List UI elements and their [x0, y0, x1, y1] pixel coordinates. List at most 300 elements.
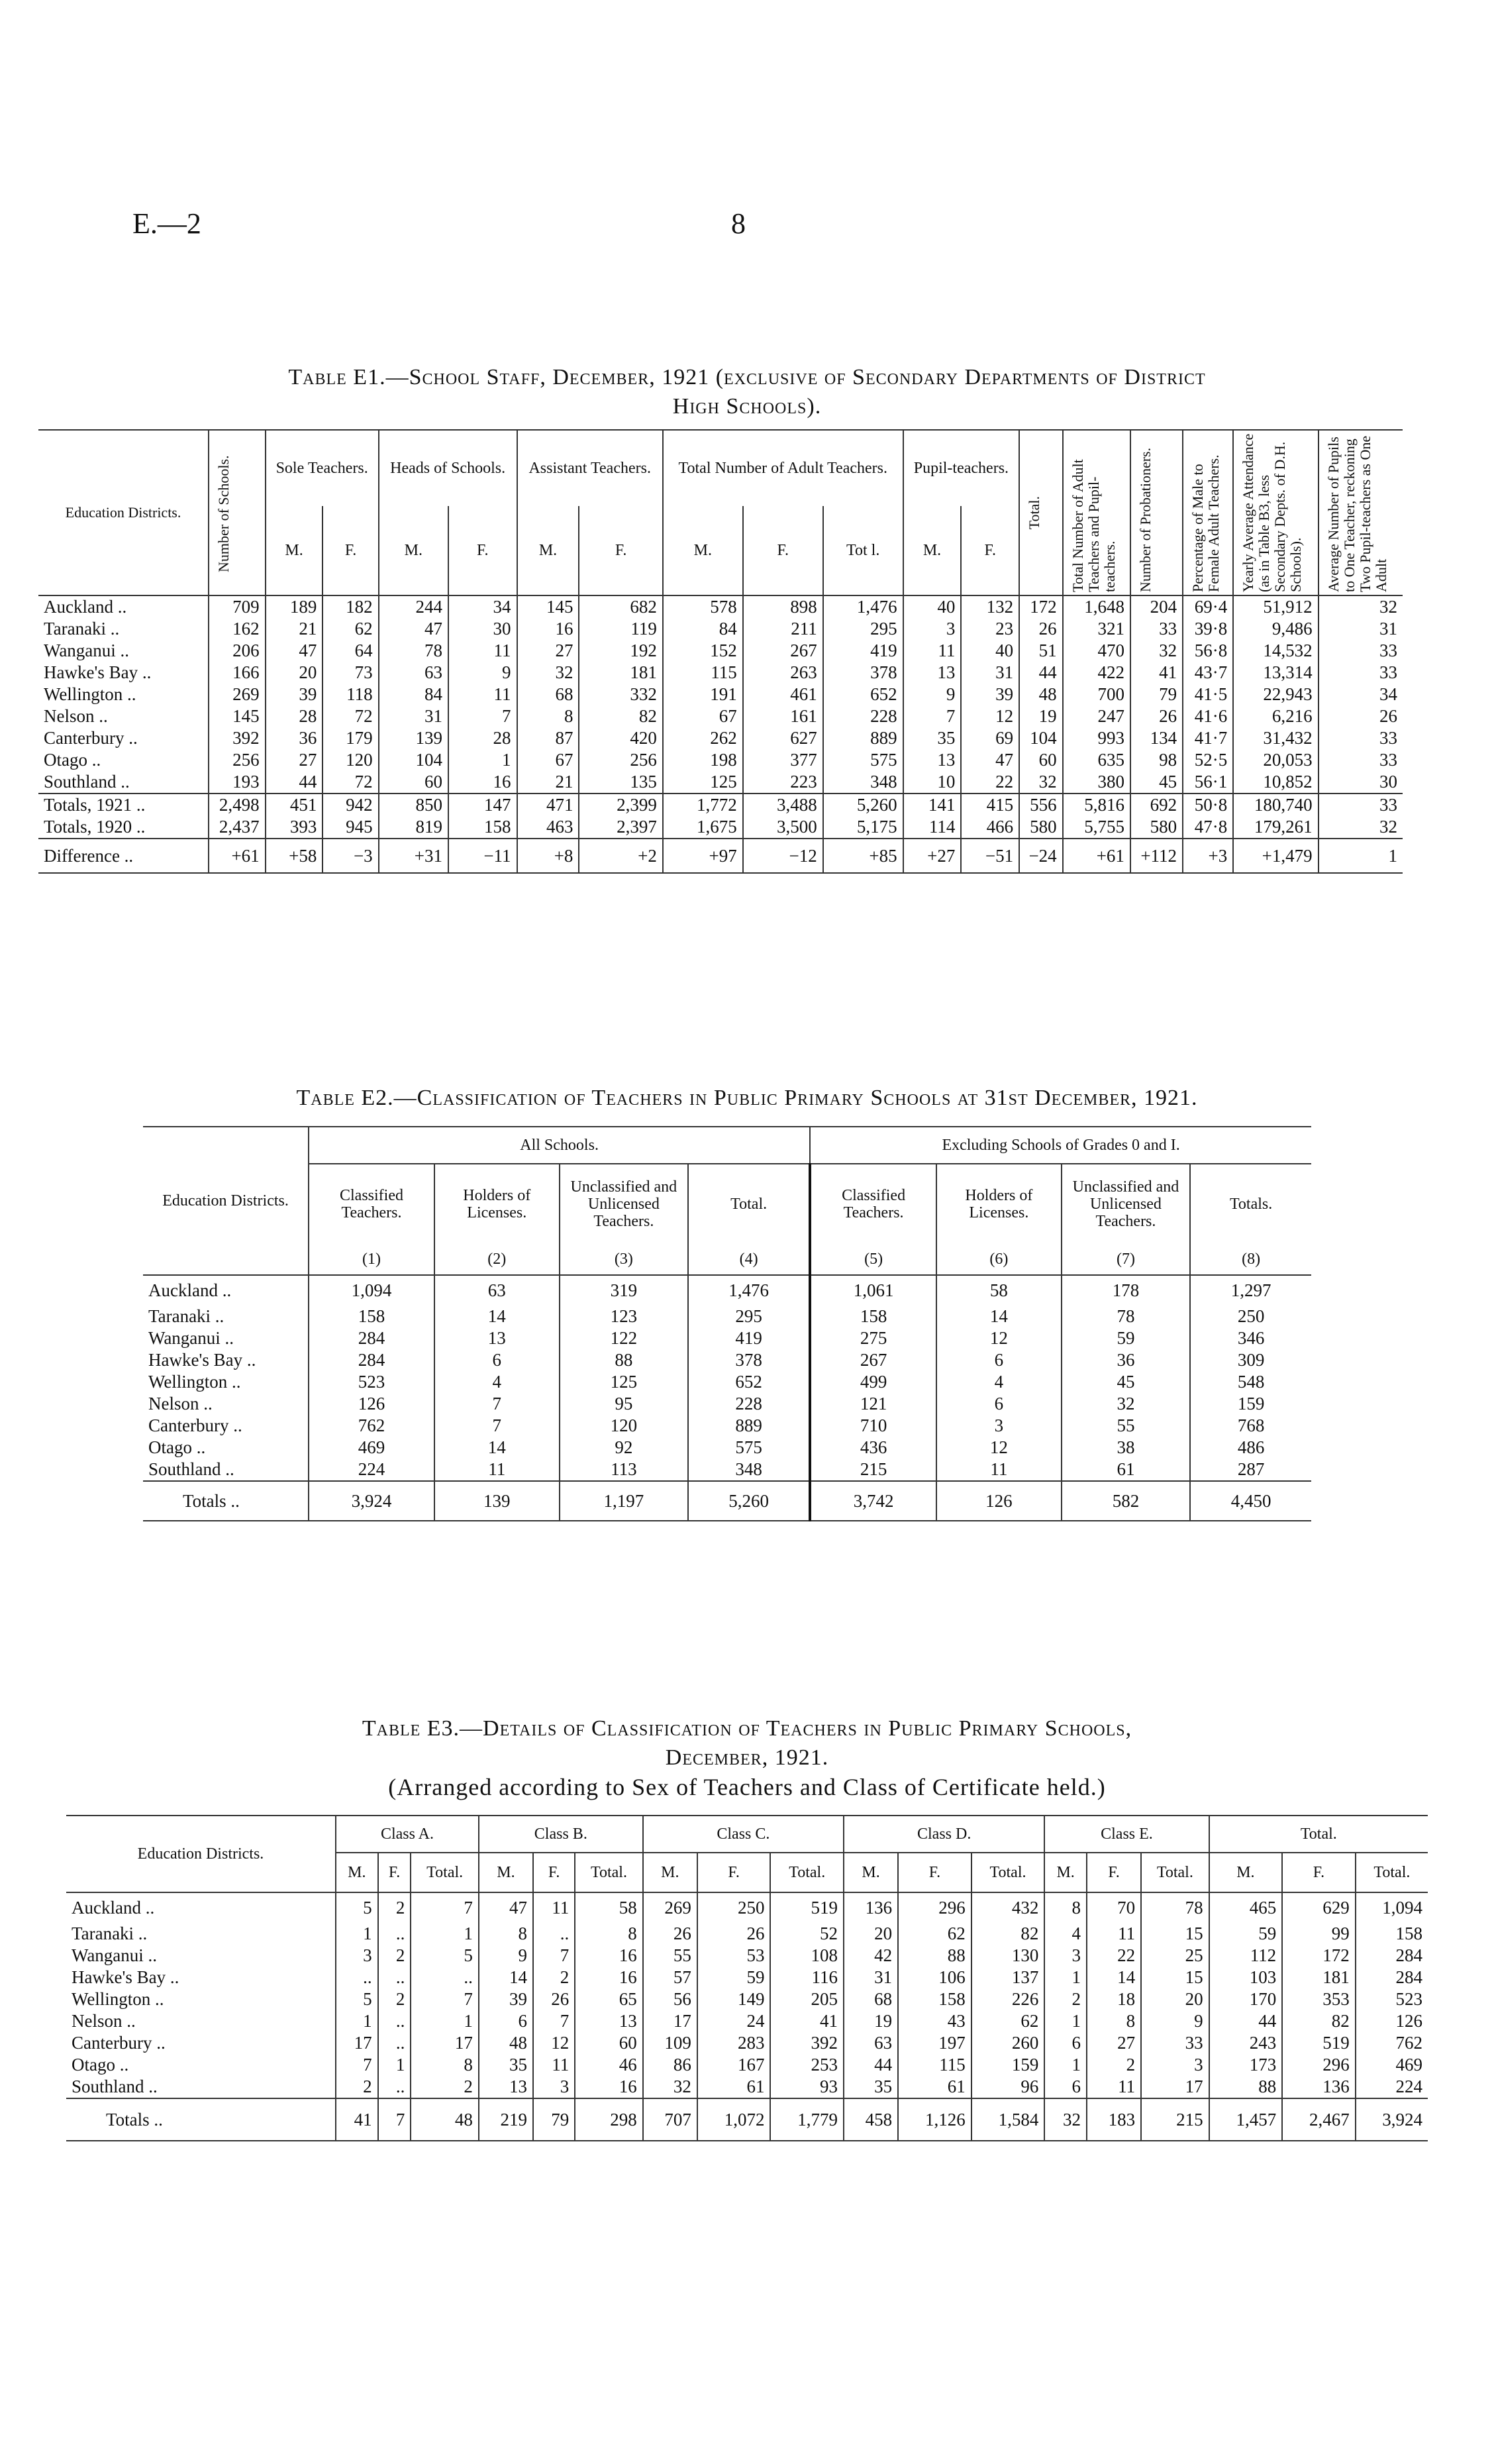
table-row: [66, 1923, 1428, 1945]
table-row: [66, 2098, 1428, 2141]
table-cell: 43·7: [1183, 662, 1233, 684]
table-cell: 21: [517, 771, 579, 794]
table-cell: 78: [379, 640, 448, 662]
table-cell: 52: [770, 1923, 844, 1945]
table-cell: 33: [1141, 2032, 1209, 2054]
group-total-: Total.: [1209, 1816, 1428, 1853]
table-cell: 283: [697, 2032, 771, 2054]
table-cell: 17: [1141, 2076, 1209, 2098]
table-cell: 8: [411, 2054, 478, 2076]
sub-total: Total.: [770, 1853, 844, 1892]
table-cell: 378: [823, 662, 903, 684]
table-cell: 14: [936, 1306, 1062, 1327]
table-cell: 126: [309, 1393, 434, 1415]
table-cell: 43: [898, 2010, 971, 2032]
table-cell: 179,261: [1233, 816, 1318, 839]
col-heads: Heads of Schools.: [379, 430, 517, 506]
table-cell: 35: [903, 727, 962, 749]
table-cell: 11: [1087, 1923, 1141, 1945]
table-cell: +3: [1183, 839, 1233, 873]
table-cell: 79: [533, 2098, 575, 2141]
table-cell: 106: [898, 1967, 971, 1988]
table-cell: 1,584: [971, 2098, 1045, 2141]
table-cell: 136: [844, 1892, 898, 1923]
table-cell: 59: [1062, 1327, 1190, 1349]
table-row: [38, 640, 1403, 662]
col-number: (1): [309, 1243, 434, 1275]
table-cell: 548: [1190, 1371, 1311, 1393]
table-cell: 63: [379, 662, 448, 684]
table-row: [66, 2032, 1428, 2054]
district-name: Wanganui ..: [148, 1328, 234, 1348]
table-cell: 69: [961, 727, 1019, 749]
sub-total: Total.: [1356, 1853, 1428, 1892]
table-cell: 2: [411, 2076, 478, 2098]
table-cell: 3: [1044, 1945, 1087, 1967]
table-cell: 25: [1141, 1945, 1209, 1967]
table-cell: 189: [266, 595, 323, 618]
col-total-adult: Total Number of Adult Teachers.: [663, 430, 903, 506]
table-cell: 198: [663, 749, 743, 771]
table-cell: 7: [411, 1892, 478, 1923]
table-cell: 1,061: [810, 1275, 936, 1306]
table-cell: 170: [1209, 1988, 1283, 2010]
table-cell: 575: [823, 749, 903, 771]
table-cell: 898: [743, 595, 823, 618]
sub-f: F.: [697, 1853, 771, 1892]
table-cell: 62: [971, 2010, 1045, 2032]
table-e3-subtitle: (Arranged according to Sex of Teachers and Class of Certificate held.): [388, 1774, 1106, 1800]
table-cell: 3,500: [743, 816, 823, 839]
table-cell: 167: [697, 2054, 771, 2076]
table-cell: −24: [1019, 839, 1063, 873]
col-2: Holders of Licenses.: [434, 1164, 560, 1243]
col-sole: Sole Teachers.: [266, 430, 379, 506]
table-cell: 1,297: [1190, 1275, 1311, 1306]
sub-m: M.: [643, 1853, 697, 1892]
table-cell: 44: [1019, 662, 1063, 684]
table-cell: 26: [697, 1923, 771, 1945]
table-cell: 499: [810, 1371, 936, 1393]
table-cell: 19: [1019, 705, 1063, 727]
table-cell: 22,943: [1233, 684, 1318, 705]
district-name: Otago ..: [44, 750, 101, 770]
table-cell: 36: [266, 727, 323, 749]
sub-m: M.: [266, 506, 323, 595]
table-cell: 1,072: [697, 2098, 771, 2141]
col-number: (4): [688, 1243, 810, 1275]
table-cell: 63: [844, 2032, 898, 2054]
table-cell: 72: [323, 705, 378, 727]
table-cell: 1: [336, 2010, 378, 2032]
table-cell: 41: [1130, 662, 1183, 684]
table-cell: 3: [1141, 2054, 1209, 2076]
district-name: Taranaki ..: [148, 1306, 224, 1326]
table-cell: 135: [579, 771, 662, 794]
table-cell: 223: [743, 771, 823, 794]
table-cell: 113: [560, 1459, 688, 1481]
district-name: Wellington ..: [44, 684, 136, 704]
table-cell: 284: [1356, 1967, 1428, 1988]
table-cell: 244: [379, 595, 448, 618]
table-cell: 123: [560, 1306, 688, 1327]
table-cell: 149: [697, 1988, 771, 2010]
table-cell: 250: [1190, 1306, 1311, 1327]
table-cell: 82: [971, 1923, 1045, 1945]
table-cell: +85: [823, 839, 903, 873]
table-cell: 260: [971, 2032, 1045, 2054]
table-cell: 4: [434, 1371, 560, 1393]
table-cell: 432: [971, 1892, 1045, 1923]
table-cell: 16: [517, 618, 579, 640]
table-cell: 284: [309, 1349, 434, 1371]
col-num-schools: Number of Schools.: [209, 430, 266, 595]
table-cell: ..: [378, 1923, 411, 1945]
table-cell: +58: [266, 839, 323, 873]
group-class-b-: Class B.: [479, 1816, 643, 1853]
table-cell: 31,432: [1233, 727, 1318, 749]
table-cell: 889: [688, 1415, 810, 1437]
table-cell: 181: [579, 662, 662, 684]
table-cell: 108: [770, 1945, 844, 1967]
table-cell: 11: [936, 1459, 1062, 1481]
table-row: [38, 727, 1403, 749]
table-cell: 82: [579, 705, 662, 727]
table-cell: 16: [575, 1967, 642, 1988]
sub-m: M.: [1044, 1853, 1087, 1892]
table-cell: 275: [810, 1327, 936, 1349]
table-cell: 3,924: [309, 1481, 434, 1521]
table-cell: 88: [1209, 2076, 1283, 2098]
col-number: (5): [810, 1243, 936, 1275]
table-cell: 256: [209, 749, 266, 771]
table-cell: 1,457: [1209, 2098, 1283, 2141]
table-cell: 21: [266, 618, 323, 640]
table-cell: 10,852: [1233, 771, 1318, 794]
table-cell: 269: [643, 1892, 697, 1923]
table-cell: 3: [903, 618, 962, 640]
table-cell: 39: [479, 1988, 533, 2010]
table-cell: 224: [309, 1459, 434, 1481]
table-cell: 1,772: [663, 794, 743, 816]
table-cell: 6: [936, 1393, 1062, 1415]
table-cell: 267: [810, 1349, 936, 1371]
table-e3: [66, 1815, 1428, 2141]
table-cell: 267: [743, 640, 823, 662]
table-cell: −11: [448, 839, 517, 873]
table-cell: 33: [1319, 662, 1403, 684]
table-row: [66, 2010, 1428, 2032]
table-cell: 1,675: [663, 816, 743, 839]
table-cell: 332: [579, 684, 662, 705]
col-district: Education Districts.: [137, 1845, 264, 1863]
table-cell: 158: [309, 1306, 434, 1327]
table-cell: 47: [479, 1892, 533, 1923]
table-cell: 114: [903, 816, 962, 839]
district-name: Hawke's Bay ..: [148, 1350, 256, 1370]
table-cell: 1,094: [1356, 1892, 1428, 1923]
sub-m: M.: [1209, 1853, 1283, 1892]
table-cell: 84: [379, 684, 448, 705]
table-row: [143, 1371, 1311, 1393]
table-cell: 1: [448, 749, 517, 771]
table-cell: 7: [533, 2010, 575, 2032]
table-cell: 627: [743, 727, 823, 749]
col-assistant: Assistant Teachers.: [517, 430, 663, 506]
table-cell: 132: [961, 595, 1019, 618]
district-name: Totals ..: [106, 2109, 163, 2130]
table-cell: 7: [411, 1988, 478, 2010]
table-cell: 287: [1190, 1459, 1311, 1481]
table-cell: 2,399: [579, 794, 662, 816]
table-cell: ..: [411, 1967, 478, 1988]
district-name: Wanganui ..: [44, 641, 130, 660]
table-cell: 377: [743, 749, 823, 771]
table-cell: 61: [898, 2076, 971, 2098]
table-cell: 993: [1063, 727, 1130, 749]
table-cell: 50·8: [1183, 794, 1233, 816]
table-cell: 7: [378, 2098, 411, 2141]
table-cell: 1,779: [770, 2098, 844, 2141]
table-cell: ..: [378, 2032, 411, 2054]
col-number: (2): [434, 1243, 560, 1275]
table-cell: 87: [517, 727, 579, 749]
district-name: Canterbury ..: [44, 728, 138, 748]
table-cell: 3,742: [810, 1481, 936, 1521]
table-cell: 31: [961, 662, 1019, 684]
table-cell: 60: [575, 2032, 642, 2054]
table-cell: 31: [1319, 618, 1403, 640]
district-name: Taranaki ..: [72, 1924, 148, 1943]
table-cell: +97: [663, 839, 743, 873]
table-cell: 60: [379, 771, 448, 794]
table-cell: 31: [379, 705, 448, 727]
table-cell: 256: [579, 749, 662, 771]
table-cell: 41·6: [1183, 705, 1233, 727]
table-cell: 57: [643, 1967, 697, 1988]
district-name: Auckland ..: [44, 597, 127, 617]
col-pupil: Pupil-teachers.: [903, 430, 1019, 506]
table-cell: 35: [844, 2076, 898, 2098]
table-cell: 14: [434, 1437, 560, 1459]
col-adult-pupil: Total Number of Adult Teachers and Pupil-teachers.: [1063, 430, 1130, 595]
table-cell: 469: [309, 1437, 434, 1459]
table-cell: 2,498: [209, 794, 266, 816]
table-cell: 67: [517, 749, 579, 771]
table-cell: 942: [323, 794, 378, 816]
table-cell: 6: [1044, 2032, 1087, 2054]
table-cell: 228: [823, 705, 903, 727]
table-e1: [38, 429, 1403, 874]
table-cell: ..: [378, 2010, 411, 2032]
table-cell: 27: [1087, 2032, 1141, 2054]
table-cell: 32: [1319, 816, 1403, 839]
table-cell: 465: [1209, 1892, 1283, 1923]
table-cell: 7: [336, 2054, 378, 2076]
table-cell: 41: [336, 2098, 378, 2141]
table-cell: 88: [560, 1349, 688, 1371]
table-cell: 346: [1190, 1327, 1311, 1349]
table-row: [38, 816, 1403, 839]
col-6: Holders of Licenses.: [936, 1164, 1062, 1243]
table-cell: 284: [1356, 1945, 1428, 1967]
table-cell: 159: [1190, 1393, 1311, 1415]
sub-f: F.: [323, 506, 378, 595]
table-cell: 14: [479, 1967, 533, 1988]
table-cell: 18: [1087, 1988, 1141, 2010]
table-e3-title: Table E3.—Details of Classification of Teachers in Public Primary Schools, December, 1921.: [362, 1716, 1132, 1770]
table-cell: 78: [1062, 1306, 1190, 1327]
table-row: [66, 2054, 1428, 2076]
table-cell: 7: [533, 1945, 575, 1967]
table-cell: 39·8: [1183, 618, 1233, 640]
sub-f: F.: [961, 506, 1019, 595]
table-cell: 41·5: [1183, 684, 1233, 705]
table-cell: 422: [1063, 662, 1130, 684]
table-cell: 45: [1062, 1371, 1190, 1393]
table-cell: 2: [378, 1892, 411, 1923]
table-cell: 20: [266, 662, 323, 684]
table-cell: 67: [663, 705, 743, 727]
table-e2-title: Table E2.—Classification of Teachers in Public Primary Schools at 31st December, 1921.: [296, 1086, 1198, 1110]
group-excluding: Excluding Schools of Grades 0 and I.: [810, 1127, 1311, 1164]
sub-total: Total.: [971, 1853, 1045, 1892]
table-cell: 82: [1282, 2010, 1356, 2032]
table-cell: 32: [1019, 771, 1063, 794]
col-avg-pupils: Average Number of Pupils to One Teacher, reckoning Two Pupil-teachers as One Adult: [1319, 430, 1403, 595]
table-cell: 11: [1087, 2076, 1141, 2098]
table-cell: 19: [844, 2010, 898, 2032]
table-cell: 116: [770, 1967, 844, 1988]
table-cell: 162: [209, 618, 266, 640]
table-cell: 10: [903, 771, 962, 794]
table-cell: 35: [479, 2054, 533, 2076]
table-cell: 348: [823, 771, 903, 794]
table-row: [38, 794, 1403, 816]
table-cell: 945: [323, 816, 378, 839]
table-cell: 137: [971, 1967, 1045, 1988]
table-cell: 2,437: [209, 816, 266, 839]
table-cell: 9: [479, 1945, 533, 1967]
table-cell: 96: [971, 2076, 1045, 2098]
table-cell: 56·1: [1183, 771, 1233, 794]
table-cell: 11: [533, 2054, 575, 2076]
table-row: [143, 1459, 1311, 1481]
col-number: (7): [1062, 1243, 1190, 1275]
table-cell: 12: [936, 1437, 1062, 1459]
table-cell: 44: [266, 771, 323, 794]
table-cell: 1: [1319, 839, 1403, 873]
district-name: Otago ..: [148, 1437, 206, 1457]
table-cell: 296: [898, 1892, 971, 1923]
table-cell: 11: [903, 640, 962, 662]
table-row: [38, 771, 1403, 794]
table-cell: 166: [209, 662, 266, 684]
table-cell: 48: [479, 2032, 533, 2054]
table-cell: 99: [1282, 1923, 1356, 1945]
table-cell: 295: [823, 618, 903, 640]
sub-f: F.: [743, 506, 823, 595]
table-cell: 14,532: [1233, 640, 1318, 662]
table-cell: 9: [903, 684, 962, 705]
table-cell: 64: [323, 640, 378, 662]
table-row: [38, 618, 1403, 640]
table-cell: 470: [1063, 640, 1130, 662]
table-cell: 63: [434, 1275, 560, 1306]
table-cell: 36: [1062, 1349, 1190, 1371]
table-cell: ..: [336, 1967, 378, 1988]
table-cell: 48: [1019, 684, 1063, 705]
table-cell: 580: [1019, 816, 1063, 839]
col-4: Total.: [688, 1164, 810, 1243]
table-cell: 17: [643, 2010, 697, 2032]
table-cell: 98: [1130, 749, 1183, 771]
table-cell: ..: [378, 1967, 411, 1988]
table-cell: 6: [434, 1349, 560, 1371]
table-cell: 1,476: [688, 1275, 810, 1306]
sub-total: Total.: [411, 1853, 478, 1892]
table-cell: 145: [517, 595, 579, 618]
table-cell: 575: [688, 1437, 810, 1459]
table-cell: 224: [1356, 2076, 1428, 2098]
district-name: Hawke's Bay ..: [72, 1967, 179, 1987]
district-name: Difference ..: [44, 845, 134, 866]
col-number: (3): [560, 1243, 688, 1275]
table-cell: 172: [1282, 1945, 1356, 1967]
table-cell: 710: [810, 1415, 936, 1437]
table-cell: 215: [810, 1459, 936, 1481]
sub-m: M.: [844, 1853, 898, 1892]
table-cell: 191: [663, 684, 743, 705]
table-cell: 26: [1319, 705, 1403, 727]
table-cell: 31: [844, 1967, 898, 1988]
table-cell: 118: [323, 684, 378, 705]
table-cell: +61: [1063, 839, 1130, 873]
table-cell: 2,397: [579, 816, 662, 839]
table-cell: 380: [1063, 771, 1130, 794]
table-cell: 136: [1282, 2076, 1356, 2098]
table-row: [143, 1306, 1311, 1327]
table-cell: 152: [663, 640, 743, 662]
table-cell: 4: [936, 1371, 1062, 1393]
table-cell: 6: [479, 2010, 533, 2032]
table-cell: 59: [1209, 1923, 1283, 1945]
table-cell: 59: [697, 1967, 771, 1988]
table-cell: 12: [961, 705, 1019, 727]
table-cell: 158: [1356, 1923, 1428, 1945]
table-cell: 16: [575, 2076, 642, 2098]
table-cell: 469: [1356, 2054, 1428, 2076]
table-cell: 41·7: [1183, 727, 1233, 749]
table-cell: 58: [575, 1892, 642, 1923]
table-cell: 243: [1209, 2032, 1283, 2054]
table-cell: 104: [379, 749, 448, 771]
table-cell: 112: [1209, 1945, 1283, 1967]
table-row: [66, 1945, 1428, 1967]
table-cell: 5: [411, 1945, 478, 1967]
table-row: [143, 1393, 1311, 1415]
table-cell: 7: [448, 705, 517, 727]
table-cell: 392: [209, 727, 266, 749]
district-name: Southland ..: [148, 1459, 234, 1479]
table-row: [143, 1275, 1311, 1306]
table-cell: 629: [1282, 1892, 1356, 1923]
table-cell: 8: [1044, 1892, 1087, 1923]
sub-m: M.: [517, 506, 579, 595]
district-name: Nelson ..: [72, 2011, 136, 2031]
table-cell: 40: [903, 595, 962, 618]
sub-m: M.: [479, 1853, 533, 1892]
